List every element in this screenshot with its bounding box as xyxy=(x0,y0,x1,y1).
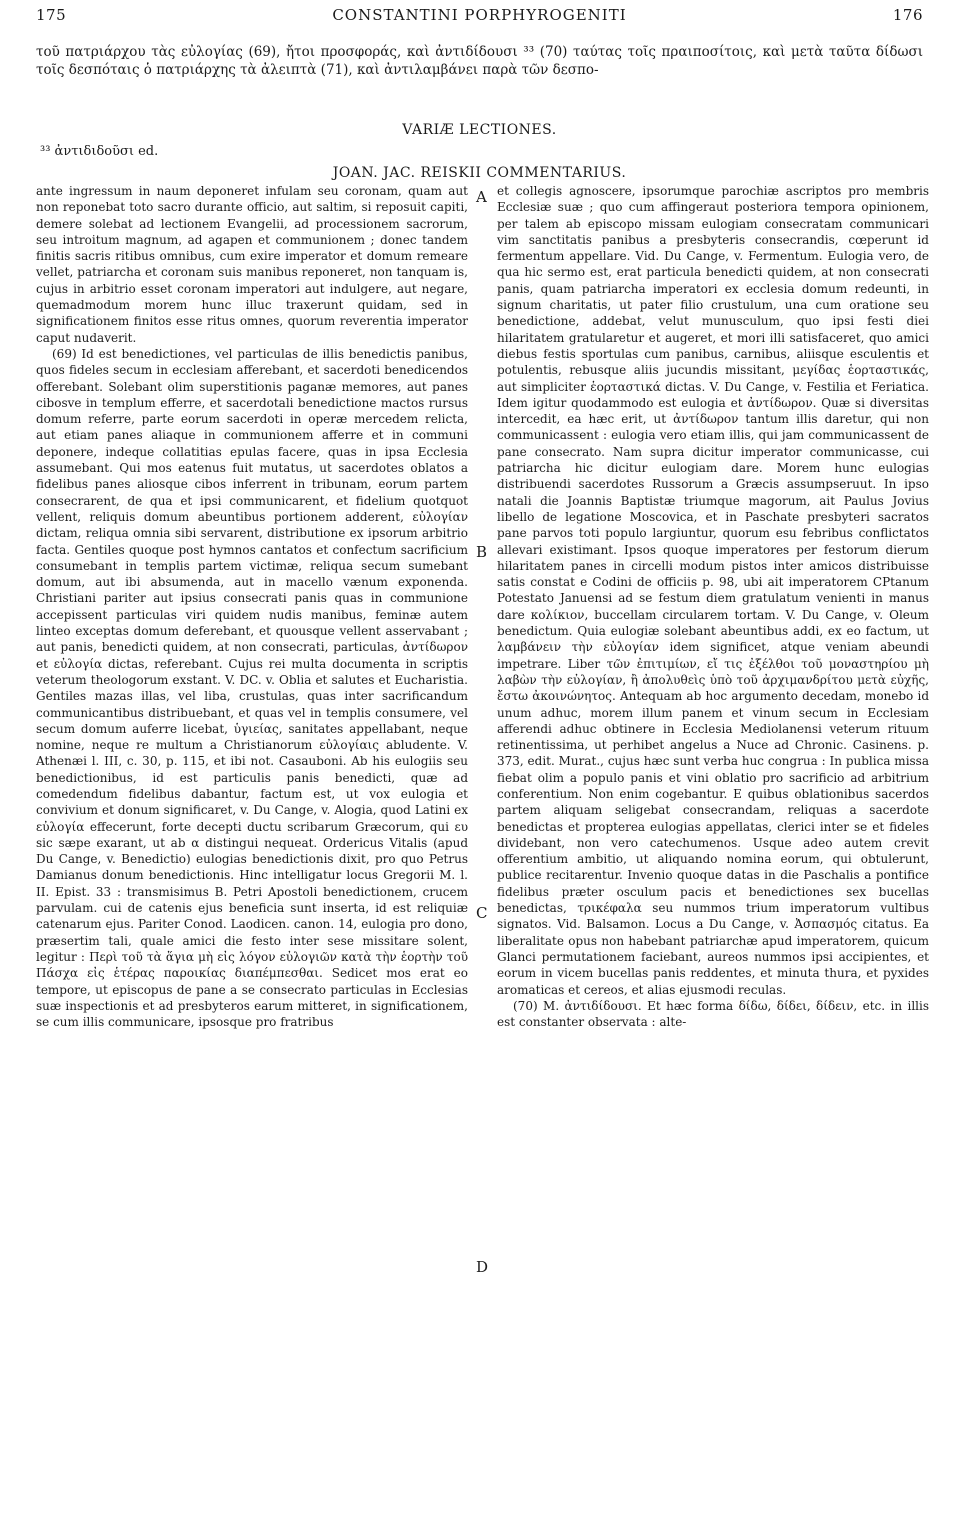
section-marker-a: A xyxy=(476,188,487,206)
greek-main-text: τοῦ πατριάρχου τὰς εὐλογίας (69), ἤτοι προσφοράς, καὶ ἀντιδίδουσι ³³ (70) ταύτας τοῖς πραιποσίτοις, καὶ μετὰ ταῦτα δίδωσι τοῖς δεσπόταις ὁ πατριάρχης τὰ ἀλειπτὰ (71), καὶ ἀντιλαμβάνει παρὰ τῶν δεσπο- xyxy=(36,44,923,78)
right-paragraph: (70) M. ἀντιδίδουσι. Et hæc forma δίδω, δίδει, δίδειν, etc. in illis est constanter observata : alte- xyxy=(497,998,929,1030)
variae-lectiones-heading: VARIÆ LECTIONES. xyxy=(402,122,557,138)
commentary-right-column xyxy=(497,183,929,1030)
section-marker-b: B xyxy=(476,543,488,561)
variant-note: ³³ ἀντιδιδοῦσι ed. xyxy=(40,144,159,159)
commentary-heading: JOAN. JAC. REISKII COMMENTARIUS. xyxy=(332,165,627,181)
section-marker-d: D xyxy=(476,1258,489,1276)
running-title: CONSTANTINI PORPHYROGENITI xyxy=(332,6,627,24)
page-number-left: 175 xyxy=(36,6,67,24)
right-paragraph: et collegis agnoscere, ipsorumque parochiæ ascriptos pro membris Ecclesiæ suæ ; quo cum affingeraut posteriora tempora opinionem, per talem ab episcopo missam eulogiam consecratam communicari vim sanctitatis panibus a presbyteris consecrandis, cœperunt id fermentum appellare. Vid. Du Cange, v. Fermentum. Eulogia vero, de qua hic sermo est, erat particula benedicti quidem, at non consecrati panis, quam patriarcha imperatori ex ecclesia domum redeunti, in signum charitatis, ut pater filio crustulum, una cum oratione seu benedictione, addebat, velut munusculum, quo ipsi festi diei hilaritatem gratularetur et augeret, et mori illi satisfaceret, quo amici diebus festis sportulas cum panibus, carnibus, aliisque esculentis et potulentis, rebusque aliis jucundis missitant, μεγίδας ἑορταστικάς, aut simpliciter ἑορταστικά dictas. V. Du Cange, v. Festilia et Feriatica. Idem igitur quodammodo est eulogia et ἀντίδωρον. Quæ si diversitas intercedit, ea hæc erit, ut ἀντίδωρον tantum illis daretur, qui non communicassent : eulogia vero etiam illis, qui jam communicassent de pane consecrato. Nam supra dicitur imperator communicasse, cui patriarcha hic dicitur eulogiam dare. Morem hunc eulogias distribuendi sacerdotes Russorum a Græcis assumpseruut. In ipso natali die Joannis Baptistæ triumque magorum, ait Paulus Jovius libello de legatione Moscovica, et in Paschate presbyteri sacratos pane parvos toti populo largiuntur, quorum esu febribus conflictatos allevari existimant. Ipsos quoque imperatores per festorum dierum hilaritatem panes in circelli modum pistos inter amicos distribuisse satis constat e Codini de officiis p. 98, ubi ait imperatorem CPtanum Potestato Januensi ad se festum diem gratulatum venienti in manus dare κολίκιον, buccellam circularem tortam. V. Du Cange, v. Oleum benedictum. Quia eulogiæ solebant abeuntibus addi, ex eo factum, ut λαμβάνειν τὴν εὐλογίαν idem significet, atque veniam abeundi impetrare. Liber τῶν ἐπιτιμίων, εἴ τις ἐξέλθοι τοῦ μοναστηρίου μὴ λαβὼν τὴν εὐλογίαν, ἢ ἀπολυθεὶς ὑπὸ τοῦ ἀρχιμανδρίτου μετὰ εὐχῆς, ἔστω ἀκοινώνητος. Antequam ab hoc argumento decedam, monebo id unum adhuc, morem illum panem et vinum secum in Ecclesiam afferendi adhuc obtinere in Ecclesia Mediolanensi veterum rituum retinentissima, ut perhibet angelus a Nuce ad Chronic. Casinens. p. 373, edit. Murat., cujus hæc sunt verba huc congrua : In publica missa fiebat olim a populo panis et vini oblatio pro sacrificio ad arbitrium conferentium. Non enim cogebantur. E quibus oblationibus sacerdos partem aliquam seligebat consecrandam, reliquas a sacerdote benedictas et propterea eulogias appellatas, clerici inter se et fideles dividebant, non vero catechumenos. Usque adeo autem crevit offerentium ambitio, ut aliquando nomina eorum, qui obtulerunt, publice recitarentur. Invenio quoque datas in die Paschalis a pontifice fidelibus præter osculum pacis et benedictiones sex bucellas benedictas, τρικέφαλα seu nummos trium imperatorum vultibus signatos. Vid. Balsamon. Locus a Du Cange, v. Ἀσπασμός citatus. Ea liberalitate opus non habebant patriarchæ apud imperatorem, quicum Glanci permutationem faciebant, aureos nummos ipsi accipientes, et eorum in vicem bucellas panis reddentes, et minuta thura, et pyxides aromaticas et cereos, et alias ejusmodi reculas. xyxy=(497,184,929,997)
section-marker-c: C xyxy=(476,904,488,922)
left-paragraph: ante ingressum in naum deponeret infulam seu coronam, quam aut non reponebat toto sacro durante officio, aut saltim, si reposuit capiti, demere solebat ad lectionem Evangelii, ad processionem sacrorum, seu introitum magnum, ad agapen et communionem ; donec tandem finitis sacris ritibus omnibus, cum exire imperator et domum remeare vellet, patriarcha et coronam suis manibus reponeret, non tanquam is, cujus in arbitrio esset coronam imperatori aut indulgere, aut negare, quemadmodum morem hunc illuc traxerunt quidam, sed in significationem finitos esse ritus omnes, quorum reverentia imperator caput nudaverit. xyxy=(36,184,468,345)
commentary-left-column xyxy=(36,183,468,1030)
page-number-right: 176 xyxy=(892,6,923,24)
left-paragraph: (69) Id est benedictiones, vel particulas de illis benedictis panibus, quos fideles secum in ecclesiam afferebant, et sacerdoti benedicendos offerebant. Solebant olim superstitionis paganæ memores, aut panes cibosve in templum efferre, et sacerdotali benedictione mactos rursus domum referre, parte eorum sacerdoti in operæ mercedem relicta, aut etiam panes aliaque in communionem afferre et in communi deponere, indeque collatitias epulas facere, quas in ipsa Ecclesia assumebant. Qui mos eatenus fuit mutatus, ut sacerdotes oblatos a fidelibus panes aliosque cibos inferrent in tribunam, eorum partem consecrarent, de qua et ipsi communicarent, et fidelium quotquot vellent, reliquis domum abeuntibus portionem adderent, εὐλογίαν dictam, reliqua omnia sibi servarent, distributione ex ipsorum arbitrio facta. Gentiles quoque post hymnos cantatos et confectum sacrificium consumebant in templis partem victimæ, reliqua secum sumebant domum, aut ibi absumenda, aut in macello vænum exponenda. Christiani pariter aut ipsius consecrati panis quas in communione accepissent particulas viri quidem nudis manibus, feminæ autem linteo exceptas domum deferebant, et quousque vellent asservabant ; aut panis, benedicti quidem, at non consecrati, particulas, ἀντίδωρον et εὐλογία dictas, referebant. Cujus rei multa documenta in scriptis veterum theologorum exstant. V. DC. v. Oblia et salutes et Eucharistia. Gentiles mazas illas, vel liba, crustulas, quas inter sacrificandum communicantibus distribuebant, et quas vel in templis consumere, vel secum domum auferre licebat, ὑγιείας, sanitates appellabant, neque nomine, neque re multum a Christianorum εὐλογίαις abludente. V. Athenæi l. III, c. 30, p. 115, et ibi not. Casauboni. Ab his eulogiis seu benedictionibus, id est particulis panis benedicti, quæ ad comedendum fidelibus dabantur, factum est, ut vox eulogia et convivium et donum significaret, v. Du Cange, v. Alogia, quod Latini ex εὐλογία effecerunt, forte decepti ductu scribarum Græcorum, qui ευ sic sæpe exarant, ut ab α distingui nequeat. Ordericus Vitalis (apud Du Cange, v. Benedictio) eulogias benedictionis dixit, pro quo Petrus Damianus donum benedictionis. Hinc intelligatur locus Gregorii M. l. II. Epist. 33 : transmisimus B. Petri Apostoli benedictionem, crucem parvulam. cui de catenis ejus beneficia sunt inserta, id est reliquiæ catenarum ejus. Pariter Conod. Laodicen. canon. 14, eulogia pro dono, præsertim tali, quale amici die festo inter sese missitare solent, legitur : Περὶ τοῦ τὰ ἅγια μὴ εἰς λόγον εὐλογιῶν κατὰ τὴν ἑορτὴν τοῦ Πάσχα εἰς ἑτέρας παροικίας διαπέμπεσθαι. Sedicet mos erat eo tempore, ut episcopus de pane a se consecrato particulas in Ecclesias suæ inspectionis et ad presbyteros earum mitteret, in significationem, se cum illis communicare, ipsosque pro fratribus xyxy=(36,346,468,1030)
